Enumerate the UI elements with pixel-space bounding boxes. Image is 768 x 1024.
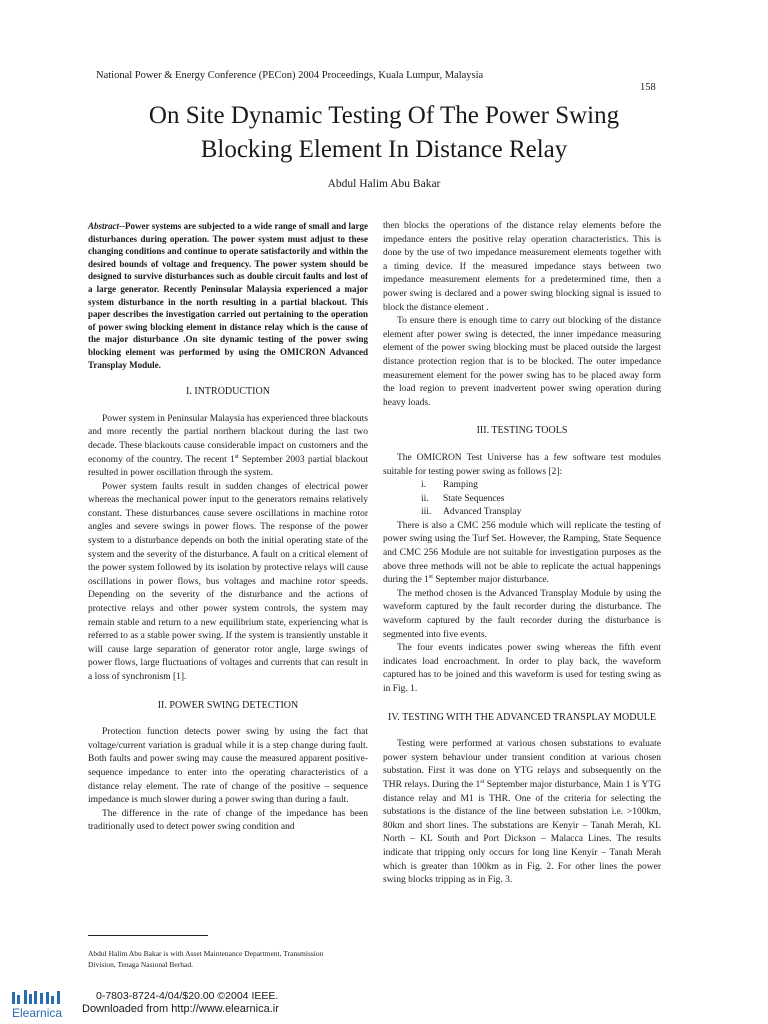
footnote-rule [88,935,208,936]
section-heading-introduction: I. INTRODUCTION [186,386,270,398]
list-item-text: Advanced Transplay [443,507,522,518]
tools-p2-sup: st [428,574,433,581]
list-item [421,506,661,520]
abstract [88,220,368,371]
download-source-link[interactable]: Downloaded from http://www.elearnica.ir [82,1003,279,1015]
psd-paragraph-1: Protection function detects power swing by using the fact that voltage/current variation is gradual while it is a step change during fault. Both faults and power swing may cause the measured apparent positive-sequence impedance to enter into the operating characteristics of a distance relay element. The rate of change of the positive – sequence impedance is much slower during a power swing than during a fault. [88,727,368,806]
psd-paragraph-2: The difference in the rate of change of the impedance has been traditionally used to detect power swing condition and [88,808,368,833]
section-heading-testing-tools: III. TESTING TOOLS [476,425,568,437]
paper-title-line-2: Blocking Element In Distance Relay [200,136,568,163]
paper-title-line-1: On Site Dynamic Testing Of The Power Swing [148,102,620,129]
right-paragraph-2: To ensure there is enough time to carry out blocking of the distance element after power swing is detected, the inner impedance measuring element of the power swing blocking must be placed outside the largest distance protection region that is to be blocked. The outer impedance measurement element for the power swing has to be placed away form the load region to prevent inadvertent power swing operation during heavy loads. [383,316,661,408]
tools-paragraph-3: The method chosen is the Advanced Transplay Module by using the waveform captured by the fault recorder during the disturbance. The waveform captured by the fault recorder during the disturbance is segmented into five events. [383,588,661,640]
list-item-text: State Sequences [443,493,505,504]
intro-p1-text-b: September 2003 partial blackout resulted in power oscillation through the system. [88,454,369,479]
section-heading-advanced-transplay: IV. TESTING WITH THE ADVANCED TRANSPLAY MODULE [388,711,656,723]
list-item-text: Ramping [443,480,478,491]
tools-p2-text-b: September major disturbance. [432,575,550,586]
adv-p1-text-a: Testing were performed at various chosen substations to evaluate power system behaviour under transient condition at various chosen substation. First it was done on YTG relays and subsequently on the THR relays. During the 1 [383,739,661,790]
tools-paragraph-1: The OMICRON Test Universe has a few software test modules suitable for testing power swing as follows [2]: [383,452,661,477]
intro-p1-sup: st [234,453,239,460]
right-column [383,220,661,888]
elearnica-logo-text: Elearnica [12,1006,63,1020]
adv-p1-text-b: September major disturbance, Main 1 is YTG distance relay and M1 is THR. One of the criteria for selecting the substations is the distance of the line between substation i.e. >100km, 80km and short lines. The substations are Kenyir – Tanah Merah, KL North – KL South and Port Dickson – Malacca Lines. The results indicate that tripping only occurs for long line Kenyir – Tanah Merah which is greater than 100km as in Fig. 2. For other lines the power swing blocks tripping as in Fig. 3. [383,779,662,886]
author-footnote: Abdul Halim Abu Bakar is with Asset Maintenance Department, Transmission Division, Tenaga Nasional Berhad. [88,949,324,969]
list-item [421,493,661,507]
author-name: Abdul Halim Abu Bakar [327,178,441,190]
tools-list [383,479,661,520]
section-heading-power-swing-detection: II. POWER SWING DETECTION [157,699,299,711]
tools-p2-text-a: There is also a CMC 256 module which will replicate the testing of power swing using the Turf Set. However, the Ramping, State Sequence and CMC 256 Module are not suitable for investigation purposes as the above three methods will not be able to replicate the actual happenings during the 1 [383,520,661,586]
abstract-lead: Abstract [88,221,120,231]
adv-p1-sup: st [480,778,485,785]
tools-paragraph-2 [383,520,661,588]
adv-paragraph-1 [383,738,661,888]
intro-paragraph-1 [88,413,368,481]
list-item-number: i. [421,480,427,491]
tools-paragraph-4: The four events indicates power swing whereas the fifth event indicates load encroachment. In order to play back, the waveform captured has to be joined and this waveform is used for testing swing as in Fig. 1. [383,643,661,694]
list-item-number: iii. [421,507,432,518]
intro-paragraph-2: Power system faults result in sudden changes of electrical power whereas the mechanical power input to the generators remains relatively constant. These disturbances cause severe oscillations in machine rotor angles and severe swings in power flows. The response of the power system to a disturbance depends on both the initial operating state of the system and the severity of the disturbance. A fault on a critical element of the power system followed by its isolation by protective relays will cause oscillations in power flows, bus voltages and machine rotor speeds. Depending on the severity of the disturbance and the actions of protective relays and other power system controls, the system may remain stable and return to a new equilibrium state, experiencing what is referred to as a stable power swing. If the system is transiently unstable it will cause large separation of generator rotor angle, large swings of power flows, large fluctuations of voltages and currents that can result in a loss of synchronism [1]. [88,481,368,682]
left-column [88,220,368,835]
page-number: 158 [640,82,656,93]
isbn-copyright: 0-7803-8724-4/04/$20.00 ©2004 IEEE. [96,990,279,1002]
right-paragraph-1: then blocks the operations of the distance relay elements before the impedance enters the positive relay operation characteristics. This is done by the use of two impedance measurement elements together with a timing device. If the measured impedance stays between two impedance measurement elements for a predetermined time, then a power swing is declared and a power swing blocking signal is issued to block the distance element . [383,221,661,313]
list-item-number: ii. [421,493,429,504]
abstract-text: --Power systems are subjected to a wide range of small and large disturbances during operation. The power system must adjust to these changing conditions and continue to operate satisfactorily and within the desired bounds of voltage and frequency. The power system should be designed to survive disturbances such as double circuit faults and lost of a large generator. Recently Peninsular Malaysia experienced a major system disturbance in the north resulting in a partial blackout. This paper describes the investigation carried out pertaining to the operation of power swing blocking element in distance relay which is the cause of the major disturbance .On site dynamic testing of the power swing blocking element was performed by using the OMICRON Advanced Transplay Module. [88,221,368,370]
conference-header: National Power & Energy Conference (PECon) 2004 Proceedings, Kuala Lumpur, Malaysia [96,70,484,81]
list-item [421,479,661,493]
intro-p1-text-a: Power system in Peninsular Malaysia has experienced three blackouts and more recently the partial northern blackout during the last two decade. These blackouts cause considerable impact on customers and the economy of the country. The recent 1 [88,413,368,465]
